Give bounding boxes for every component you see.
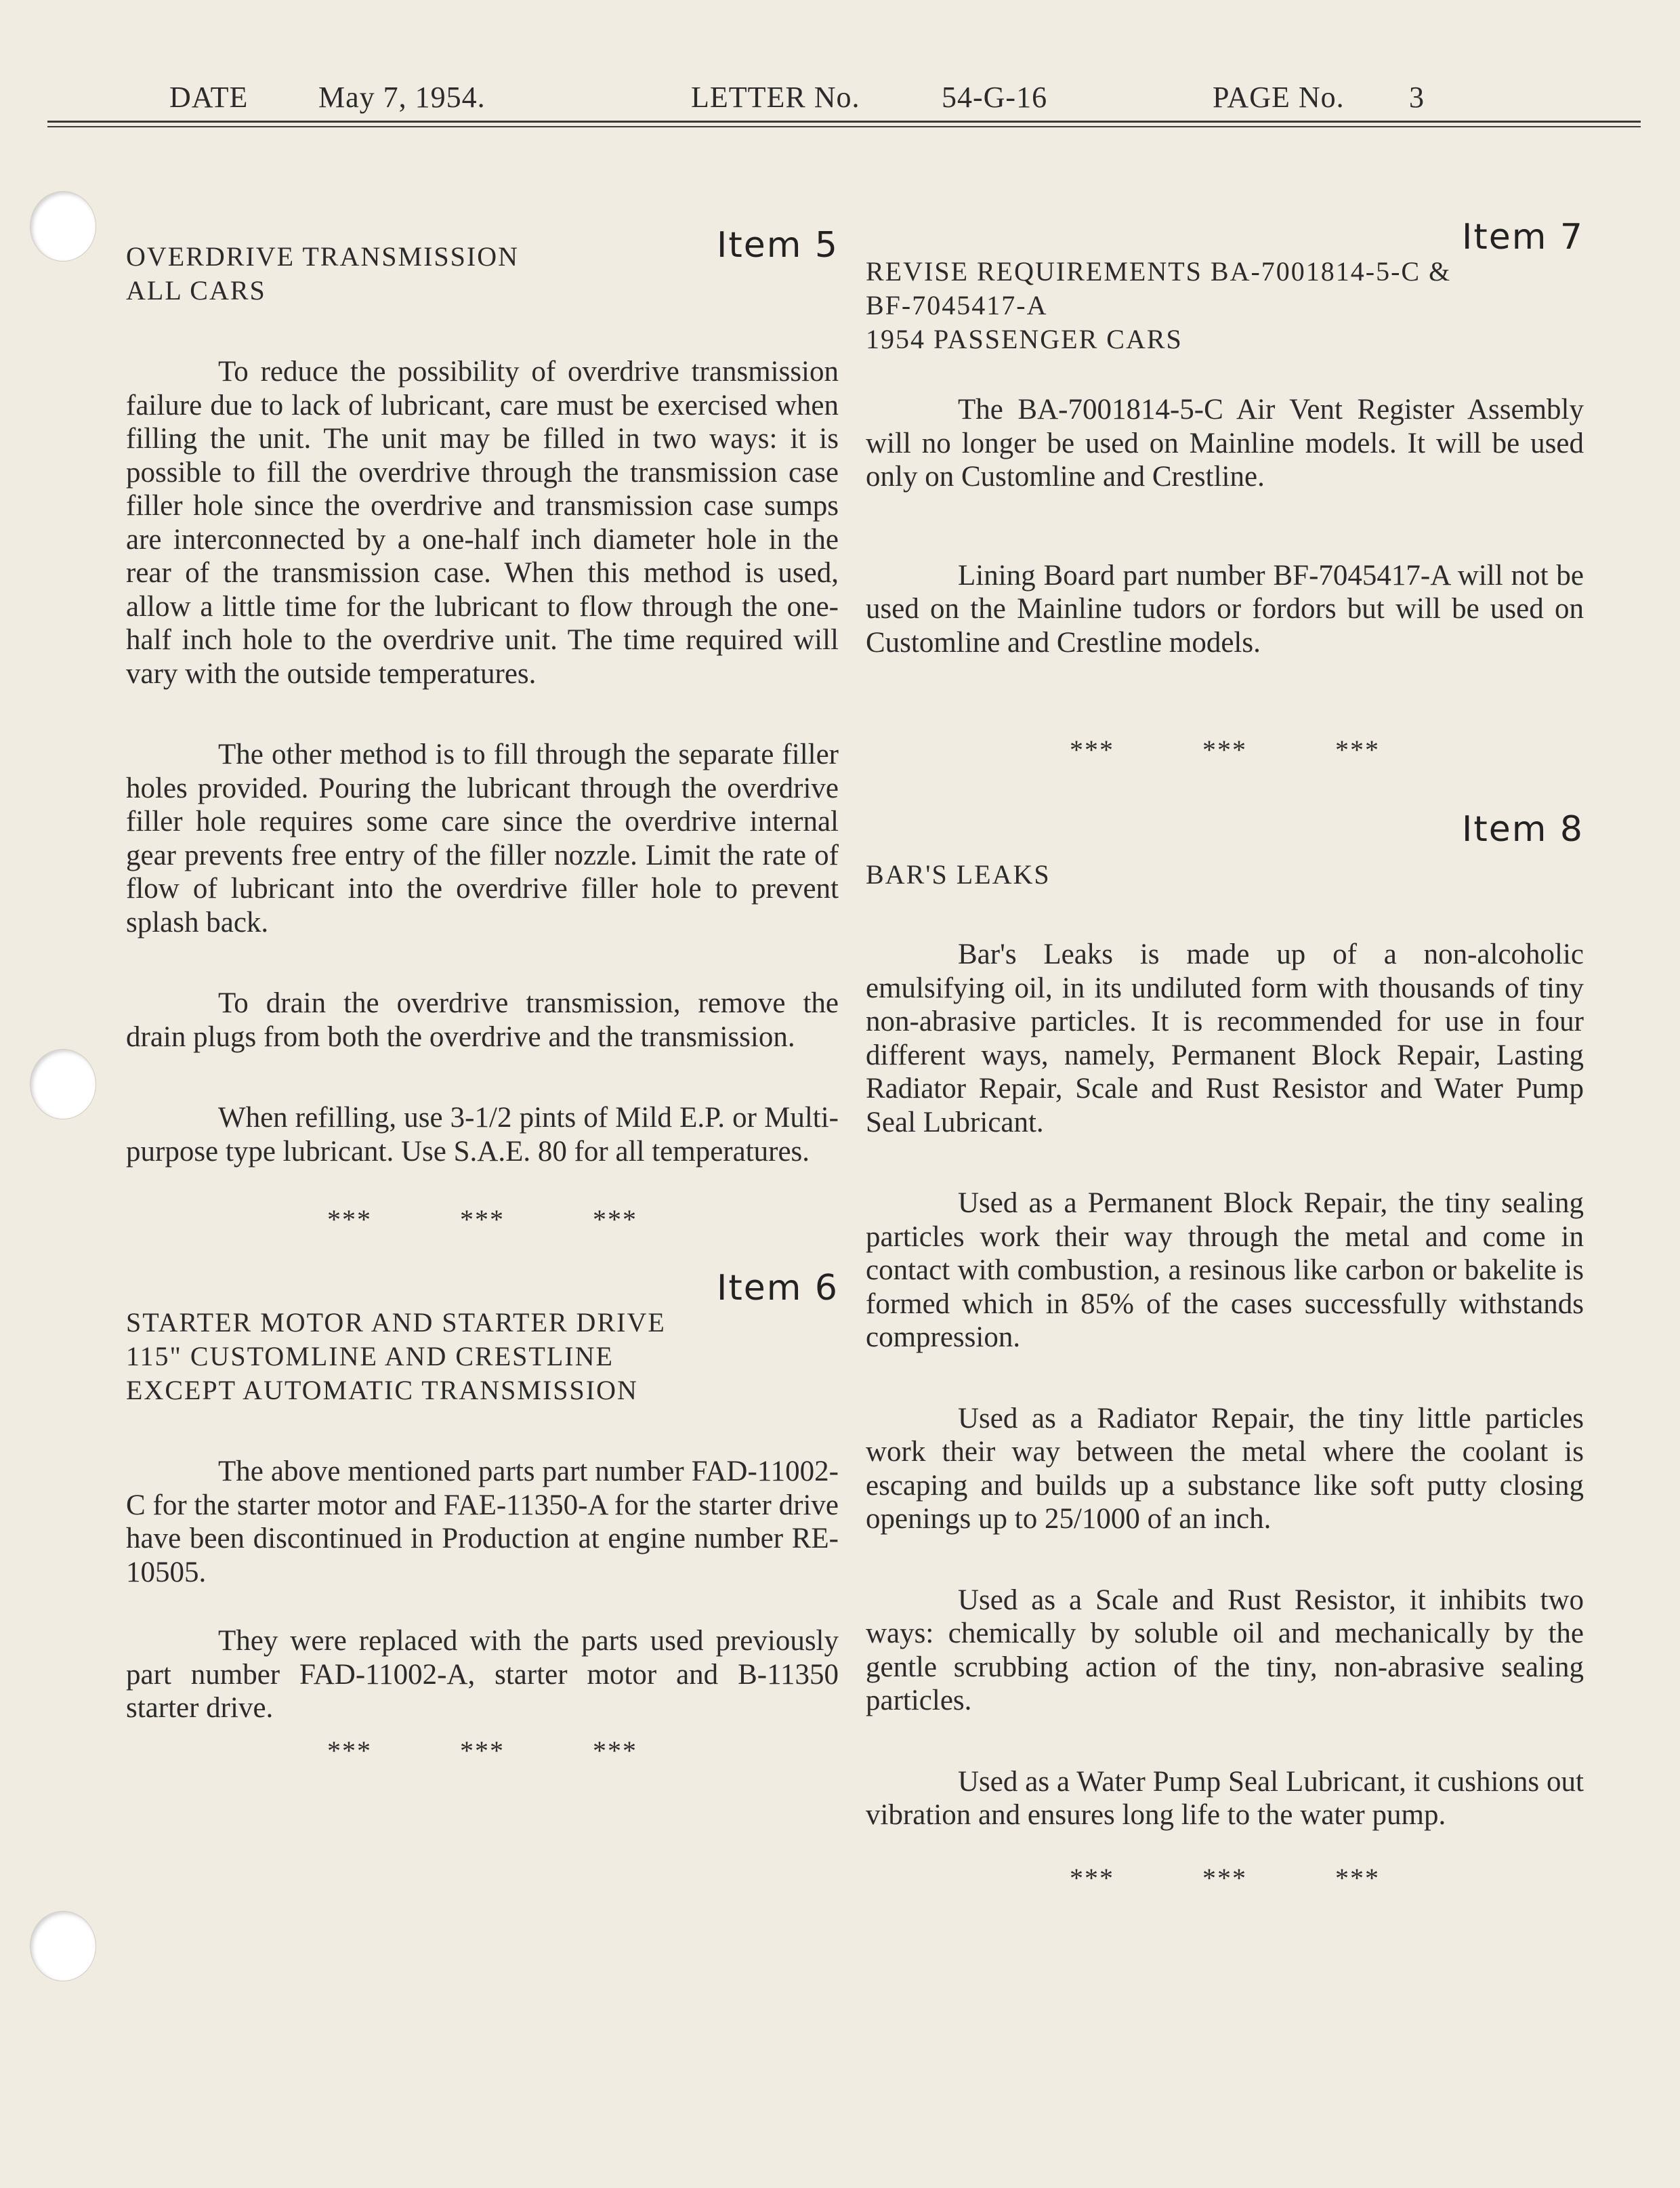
- title-line: EXCEPT AUTOMATIC TRANSMISSION: [126, 1375, 638, 1405]
- title-line: ALL CARS: [126, 275, 266, 306]
- title-line: 115" CUSTOMLINE AND CRESTLINE: [126, 1341, 614, 1371]
- title-line: BAR'S LEAKS: [866, 859, 1051, 890]
- page-value: 3: [1409, 81, 1425, 114]
- binder-hole-top: [30, 191, 96, 262]
- separator-stars: [126, 1735, 839, 1767]
- item-8-paragraph: Used as a Radiator Repair, the tiny little particles work their way between the metal where the coolant is escaping and builds up a substance like soft putty closing openings up to 25/1000 of an inch.: [866, 1402, 1584, 1535]
- separator-stars: [126, 1203, 839, 1235]
- title-line: REVISE REQUIREMENTS BA-7001814-5-C &: [866, 256, 1452, 287]
- star-group: ***: [460, 1204, 505, 1235]
- item-8-heading: Item 8: [1462, 809, 1584, 850]
- header-rule-bottom: [47, 126, 1641, 127]
- item-8-title: [866, 858, 1584, 892]
- date-label: DATE: [169, 81, 249, 114]
- separator-stars: [866, 1862, 1584, 1894]
- letter-value: 54-G-16: [942, 81, 1048, 114]
- page-label: PAGE No.: [1213, 81, 1345, 114]
- item-6-title: [126, 1306, 839, 1407]
- star-group: ***: [593, 1735, 637, 1766]
- star-group: ***: [1070, 1862, 1114, 1893]
- binder-hole-bottom: [30, 1911, 96, 1981]
- item-6-heading: Item 6: [717, 1268, 839, 1308]
- item-7-paragraph: The BA-7001814-5-C Air Vent Register Assembly will no longer be used on Mainline models. It will be used only on Customline and Crestline.: [866, 394, 1584, 493]
- item-5-paragraph: To drain the overdrive transmission, remove the drain plugs from both the overdrive and the transmission.: [126, 987, 839, 1053]
- item-5-heading: Item 5: [717, 225, 839, 266]
- star-group: ***: [1335, 1862, 1380, 1893]
- item-6-paragraph: They were replaced with the parts used previously part number FAD-11002-A, starter motor and B-11350 starter drive.: [126, 1625, 839, 1724]
- star-group: ***: [1202, 1862, 1247, 1893]
- star-group: ***: [1202, 735, 1247, 765]
- item-6-paragraph: The above mentioned parts part number FAD-11002-C for the starter motor and FAE-11350-A for the starter drive have been discontinued in Production at engine number RE-10505.: [126, 1456, 839, 1588]
- item-5-paragraph: To reduce the possibility of overdrive transmission failure due to lack of lubricant, care must be exercised when filling the unit. The unit may be filled in two ways: it is possible to fill the overdrive through the transmission case filler hole since the overdrive and transmission case sumps are interconnected by a one-half inch diameter hole in the rear of the transmission case. When this method is used, allow a little time for the lubricant to flow through the one-half inch hole to the overdrive unit. The time required will vary with the outside temperatures.: [126, 356, 839, 690]
- item-8-paragraph: Bar's Leaks is made up of a non-alcoholic emulsifying oil, in its undiluted form with thousands of tiny non-abrasive particles. It is recommended for use in four different ways, namely, Permanent Block Repair, Lasting Radiator Repair, Scale and Rust Resistor and Water Pump Seal Lubricant.: [866, 938, 1584, 1138]
- title-line: BF-7045417-A: [866, 290, 1048, 321]
- left-column: [126, 217, 839, 1767]
- binder-hole-middle: [30, 1049, 96, 1119]
- header-rule-top: [47, 121, 1641, 123]
- star-group: ***: [327, 1735, 372, 1766]
- item-7-paragraph: Lining Board part number BF-7045417-A will not be used on the Mainline tudors or fordors but will be used on Customline and Crestline models.: [866, 559, 1584, 659]
- star-group: ***: [327, 1204, 372, 1235]
- star-group: ***: [1335, 735, 1380, 765]
- letter-label: LETTER No.: [691, 81, 860, 114]
- right-column: [866, 217, 1584, 1894]
- page-header: [156, 80, 1531, 121]
- star-group: ***: [460, 1735, 505, 1766]
- item-5-paragraph: When refilling, use 3-1/2 pints of Mild E.P. or Multi-purpose type lubricant. Use S.A.E. 80 for all temperatures.: [126, 1102, 839, 1168]
- star-group: ***: [1070, 735, 1114, 765]
- item-7-heading: Item 7: [1462, 217, 1584, 257]
- item-7-title: [866, 255, 1584, 356]
- item-8-paragraph: Used as a Water Pump Seal Lubricant, it cushions out vibration and ensures long life to the water pump.: [866, 1765, 1584, 1831]
- item-5-paragraph: The other method is to fill through the separate filler holes provided. Pouring the lubricant through the overdrive filler hole requires some care since the overdrive internal gear prevents free entry of the filler nozzle. Limit the rate of flow of lubricant into the overdrive filler hole to prevent splash back.: [126, 739, 839, 938]
- star-group: ***: [593, 1204, 637, 1235]
- separator-stars: [866, 734, 1584, 766]
- item-8-paragraph: Used as a Scale and Rust Resistor, it inhibits two ways: chemically by soluble oil and mechanically by the gentle scrubbing action of the tiny, non-abrasive sealing particles.: [866, 1584, 1584, 1716]
- title-line: 1954 PASSENGER CARS: [866, 324, 1183, 354]
- item-8-paragraph: Used as a Permanent Block Repair, the tiny sealing particles work their way through the metal and come in contact with combustion, a resinous like carbon or bakelite is formed which in 85% of the cases successfully withstands compression.: [866, 1187, 1584, 1353]
- title-line: STARTER MOTOR AND STARTER DRIVE: [126, 1307, 666, 1338]
- title-line: OVERDRIVE TRANSMISSION: [126, 241, 519, 272]
- date-value: May 7, 1954.: [318, 81, 486, 114]
